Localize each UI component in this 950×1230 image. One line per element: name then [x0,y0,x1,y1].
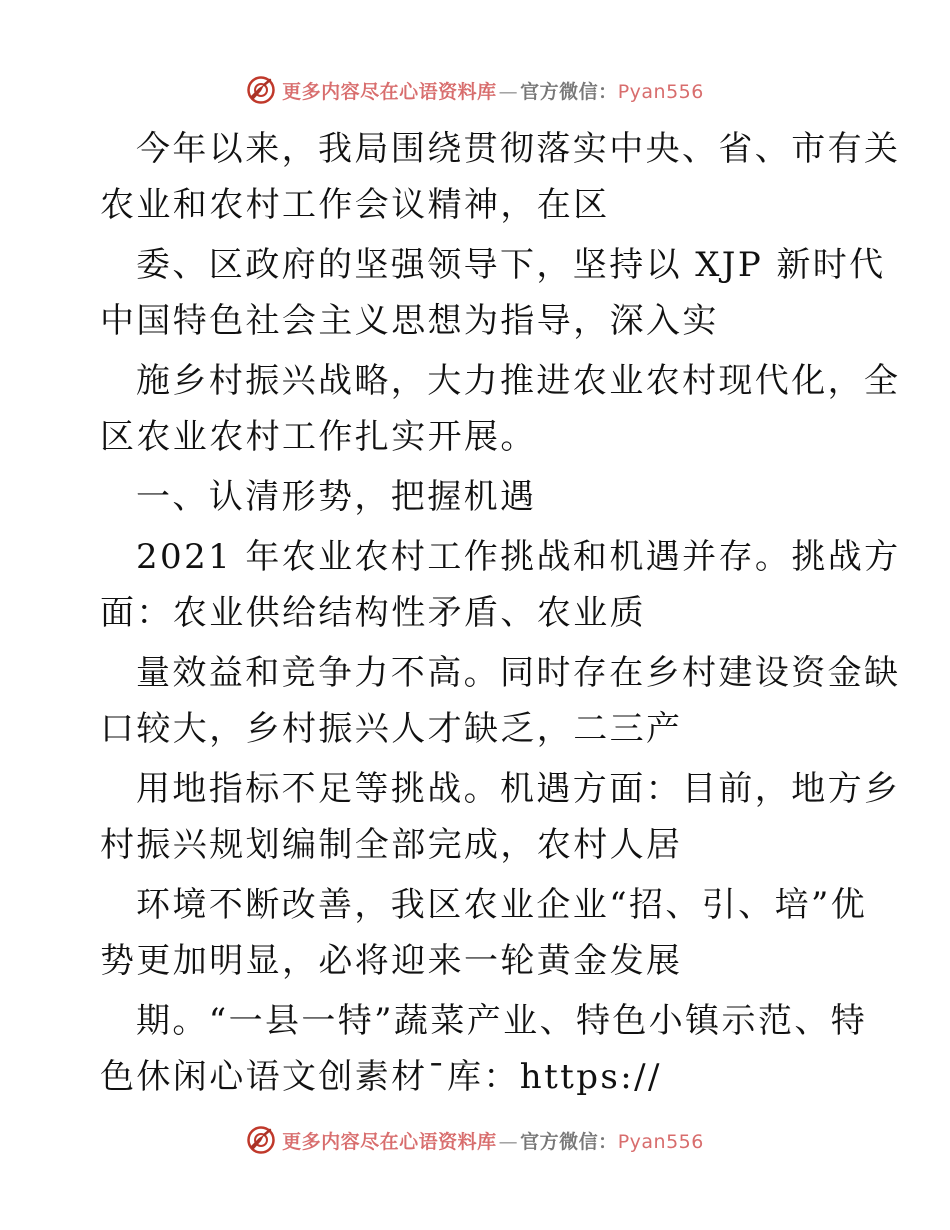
text-line: 2021 年农业农村工作挑战和机遇并存。挑战方 [136,537,901,577]
logo-icon [246,75,276,105]
text-line: 施乡村振兴战略，大力推进农业农村现代化，全 [136,361,901,401]
footer-watermark [0,1120,950,1160]
text-line: 区农业农村工作扎实开展。 [100,417,537,457]
text-line: 委、区政府的坚强领导下，坚持以 XJP 新时代 [136,245,886,285]
text-line: 口较大，乡村振兴人才缺乏，二三产 [100,709,683,749]
header-watermark [0,70,950,110]
logo-icon [246,1125,276,1155]
text-line: 今年以来，我局围绕贯彻落实中央、省、市有关 [136,129,901,169]
watermark-text: 更多内容尽在心语资料库 — 官方微信：Pyan556 [282,1130,704,1153]
text-line: 村振兴规划编制全部完成，农村人居 [100,825,683,865]
text-line: 期。“一县一特”蔬菜产业、特色小镇示范、特 [136,1001,868,1041]
text-line: 农业和农村工作会议精神，在区 [100,185,610,225]
watermark-text: 更多内容尽在心语资料库 — 官方微信：Pyan556 [282,80,704,103]
text-line: 用地指标不足等挑战。机遇方面：目前，地方乡 [136,769,901,809]
text-line: 环境不断改善，我区农业企业“招、引、培”优 [136,885,868,925]
text-line: 量效益和竞争力不高。同时存在乡村建设资金缺 [136,653,901,693]
text-line: 中国特色社会主义思想为指导，深入实 [100,301,719,341]
text-line: 色休闲心语文创素材¯库：https:// [100,1057,662,1097]
text-line: 势更加明显，必将迎来一轮黄金发展 [100,941,683,981]
text-line: 面：农业供给结构性矛盾、农业质 [100,593,646,633]
section-heading: 一、认清形势，把握机遇 [136,477,537,517]
